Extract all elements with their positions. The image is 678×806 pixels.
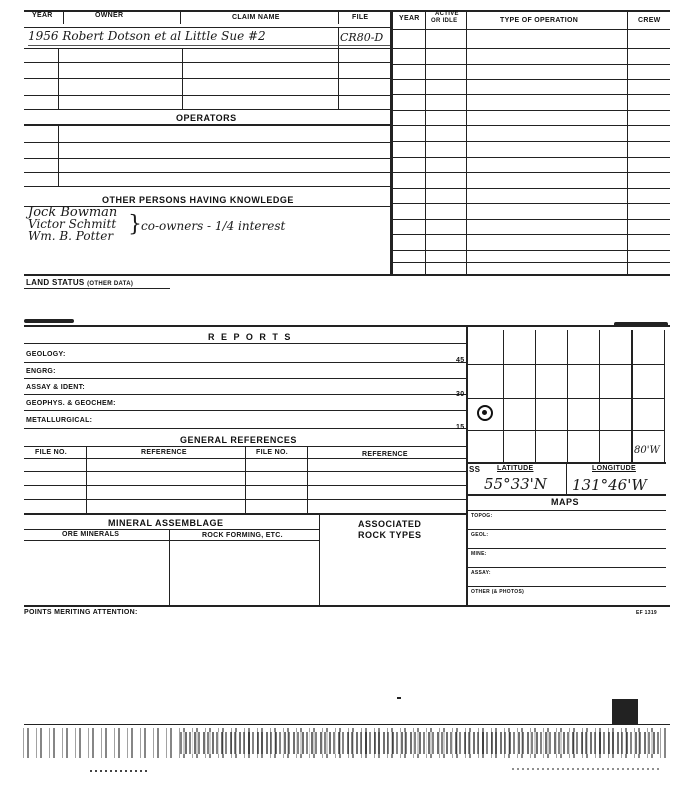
scan-specks [90, 770, 150, 772]
land-status-underline [24, 288, 170, 289]
latlong-bottom [468, 494, 666, 496]
reports-title: R E P O R T S [208, 332, 293, 342]
col-line [338, 27, 339, 109]
lower-bottom [24, 605, 670, 607]
right-row [393, 125, 670, 126]
associated-line1: ASSOCIATED [358, 519, 422, 529]
maps-topog: TOPOG: [471, 513, 493, 519]
col-line [319, 514, 320, 605]
maps-line [468, 548, 666, 549]
maps-mine: MINE: [471, 551, 487, 557]
grid-row [468, 430, 664, 431]
grid-left-border [466, 325, 468, 605]
right-row [393, 188, 670, 189]
header-year: YEAR [32, 12, 53, 19]
report-metallurgical: METALLURGICAL: [26, 417, 93, 424]
margin-number: 45 [456, 357, 465, 364]
general-references-title: GENERAL REFERENCES [180, 435, 297, 445]
header-crew: CREW [638, 17, 661, 24]
operators-row [24, 142, 390, 143]
right-row [393, 203, 670, 204]
maps-other: OTHER (& PHOTOS) [471, 589, 525, 595]
report-geophys: GEOPHYS. & GEOCHEM: [26, 400, 116, 407]
right-row [393, 94, 670, 95]
land-status-text: LAND STATUS [26, 278, 85, 287]
other-person-1: Jock Bowman [28, 205, 118, 220]
grid-col [535, 330, 536, 463]
col-line [307, 446, 308, 513]
right-row [393, 157, 670, 158]
report-engrg: ENGRG: [26, 368, 56, 375]
points-meriting-attention: POINTS MERITING ATTENTION: [24, 609, 138, 616]
grid-col [599, 330, 600, 463]
maps-line [468, 529, 666, 530]
maps-line [468, 567, 666, 568]
other-persons-title: OTHER PERSONS HAVING KNOWLEDGE [102, 195, 294, 205]
col-line [58, 124, 59, 186]
scan-mark [397, 697, 401, 699]
mineral-assemblage-title: MINERAL ASSEMBLAGE [108, 518, 224, 528]
entry-underline [28, 45, 390, 46]
refs-col-file-no-1: FILE NO. [35, 449, 67, 456]
rock-forming-label: ROCK FORMING, ETC. [202, 532, 283, 539]
header-year-2: YEAR [399, 15, 420, 22]
row-line [24, 62, 390, 63]
row-line [24, 95, 390, 96]
header-divider [180, 10, 181, 24]
longitude-value: 131°46'W [572, 476, 647, 494]
maps-title: MAPS [551, 497, 580, 507]
report-geology: GEOLOGY: [26, 351, 66, 358]
grid-col [631, 330, 633, 463]
top-section-bottom [24, 274, 670, 276]
grid-row [468, 364, 664, 365]
right-row [393, 48, 670, 49]
grid-col [567, 330, 568, 463]
associated-line2: ROCK TYPES [358, 530, 422, 540]
right-row [393, 64, 670, 65]
maps-line [468, 510, 666, 511]
other-person-3: Wm. B. Potter [28, 229, 114, 243]
right-row [393, 172, 670, 173]
reports-row [24, 362, 466, 363]
header-file: FILE [352, 14, 369, 21]
mineral-header-line [24, 529, 320, 530]
grid-bottom [468, 462, 666, 464]
header-divider [63, 10, 64, 24]
land-status-label [26, 278, 133, 287]
col-line [58, 48, 59, 109]
maps-geol: GEOL: [471, 532, 489, 538]
brace: } [128, 212, 142, 237]
scan-mark [24, 319, 74, 323]
record-file: CR80-D [340, 31, 384, 44]
refs-col-file-no-2: FILE NO. [256, 449, 288, 456]
operators-row [24, 172, 390, 173]
scan-specks [512, 768, 662, 770]
form-code: EF 1319 [636, 610, 658, 616]
grid-right-border [664, 330, 665, 463]
row-line [24, 78, 390, 79]
latitude-label: LATITUDE [497, 465, 534, 472]
col-line [169, 529, 170, 605]
latitude-value: 55°33'N [484, 475, 547, 493]
right-row [393, 141, 670, 142]
reports-row [24, 378, 466, 379]
claim-location-dot [482, 410, 487, 415]
operators-line [24, 124, 390, 126]
header-divider [338, 10, 339, 24]
row-line [24, 27, 390, 28]
col-line [182, 48, 183, 109]
grid-corner: SS [469, 465, 481, 474]
grid-col [503, 330, 504, 463]
col-line [425, 10, 426, 275]
operators-row [24, 158, 390, 159]
grid-note: 80'W [634, 445, 660, 456]
reports-row [24, 428, 466, 429]
latlong-divider [566, 462, 567, 496]
refs-col-reference-2: REFERENCE [362, 451, 408, 458]
land-status-sub: (OTHER DATA) [87, 281, 134, 287]
col-line [627, 10, 628, 275]
col-line [466, 10, 467, 275]
scan-edge [24, 724, 670, 725]
margin-number: 30 [456, 391, 465, 398]
reports-row [24, 410, 466, 411]
right-row [393, 110, 670, 111]
block-separator [390, 10, 393, 275]
reports-row [24, 394, 466, 395]
header-claim-name: CLAIM NAME [232, 14, 280, 21]
maps-assay: ASSAY: [471, 570, 491, 576]
header-owner: OWNER [95, 12, 124, 19]
mineral-header-line [24, 540, 320, 541]
ore-minerals-label: ORE MINERALS [62, 531, 120, 538]
other-persons-note: co-owners - 1/4 interest [141, 219, 286, 233]
row-line [24, 48, 390, 49]
right-row [393, 79, 670, 80]
operators-row [24, 186, 390, 187]
header-active-line2: OR IDLE [431, 18, 458, 24]
right-row [393, 29, 670, 30]
row-line [24, 109, 390, 110]
right-row [393, 234, 670, 235]
other-person-2: Victor Schmitt [28, 217, 117, 231]
grid-row [468, 398, 664, 399]
longitude-label: LONGITUDE [592, 465, 636, 472]
refs-bottom [24, 513, 466, 515]
report-assay: ASSAY & IDENT: [26, 384, 86, 391]
header-type-of-operation: TYPE OF OPERATION [500, 17, 579, 24]
col-line [245, 446, 246, 513]
right-row [393, 219, 670, 220]
header-active-line1: ACTIVE [435, 11, 459, 17]
col-line [86, 446, 87, 513]
right-row [393, 262, 670, 263]
scan-noise-band [180, 732, 660, 754]
refs-col-reference-1: REFERENCE [141, 449, 187, 456]
record-entry: 1956 Robert Dotson et al Little Sue #2 [28, 29, 266, 43]
right-row [393, 250, 670, 251]
maps-line [468, 586, 666, 587]
margin-number: 15 [456, 424, 465, 431]
reports-row [24, 343, 466, 344]
scan-mark [612, 699, 638, 725]
reports-top-line [24, 325, 670, 327]
operators-title: OPERATORS [176, 113, 237, 123]
